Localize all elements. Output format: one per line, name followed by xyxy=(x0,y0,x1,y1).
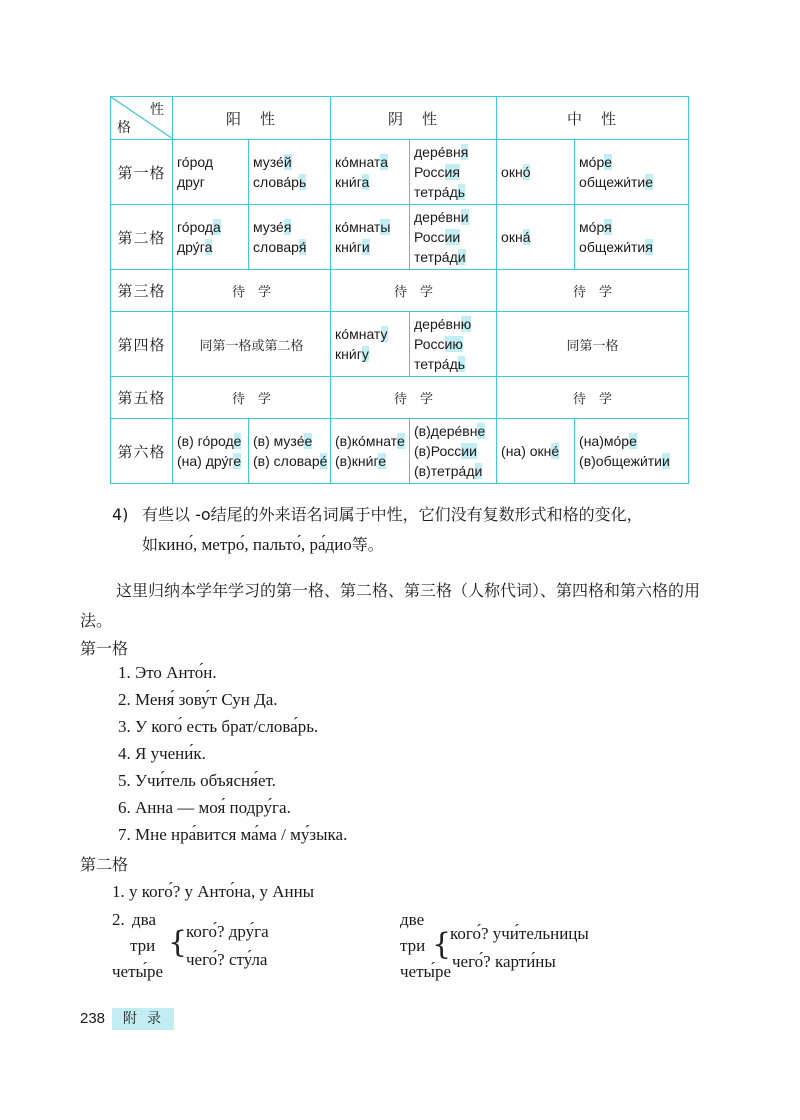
table-row-prepositional xyxy=(111,419,689,484)
word: (на)мо́ре xyxy=(579,433,637,449)
word: (в)кни́ге xyxy=(335,453,387,469)
word: Россия xyxy=(414,164,460,180)
note-4 xyxy=(112,500,702,560)
list-item: 2. Меня́ зову́т Сун Да. xyxy=(118,690,278,709)
cell-fem-2 xyxy=(410,419,497,484)
header-masculine: 阳 性 xyxy=(173,97,331,140)
cell-masc-2 xyxy=(249,140,331,205)
corner-label-gender: 性 xyxy=(150,101,164,117)
cell-fem-1 xyxy=(331,140,410,205)
list-item: 4. Я учени́к. xyxy=(118,744,206,763)
corner-label-case: 格 xyxy=(117,119,131,135)
case-label: 第三格 xyxy=(111,270,173,312)
word: общежи́тие xyxy=(579,174,654,190)
cell-masc-1 xyxy=(173,419,249,484)
word: (в) музе́е xyxy=(253,433,313,449)
cell-masc-2 xyxy=(249,419,331,484)
word: ко́мнаты xyxy=(335,219,391,235)
table-row-accusative xyxy=(111,312,689,377)
cell-masc-accusative: 同第一格或第二格 xyxy=(173,312,331,377)
numeral-word: четы́ре xyxy=(400,962,451,981)
numeral-word: четы́ре xyxy=(112,962,163,981)
word: ко́мнату xyxy=(335,326,388,342)
word: музе́я xyxy=(253,219,292,235)
numeral-word: три xyxy=(130,936,156,955)
word: го́рода xyxy=(177,219,221,235)
cell-masc-2 xyxy=(249,205,331,270)
question-word: кого́? учи́тельницы xyxy=(450,924,589,943)
word: дере́вни xyxy=(414,209,469,225)
word: (на) дру́ге xyxy=(177,453,242,469)
word: тетра́ди xyxy=(414,249,466,265)
word: (в)тетра́ди xyxy=(414,463,483,479)
cell-fem-dative: 待 学 xyxy=(331,270,497,312)
word: (на) окне́ xyxy=(501,443,560,459)
numeral-word: два xyxy=(132,910,156,929)
cell-neut-2 xyxy=(575,205,689,270)
word: (в)ко́мнате xyxy=(335,433,405,449)
list-item: 6. Анна — моя́ подру́га. xyxy=(118,798,291,817)
table-header-row xyxy=(111,97,689,140)
word: словаря́ xyxy=(253,239,307,255)
list-item: 3. У кого́ есть брат/слова́рь. xyxy=(118,717,319,736)
numeral-word: три xyxy=(400,936,426,955)
header-neuter: 中 性 xyxy=(497,97,689,140)
cell-fem-instrumental: 待 学 xyxy=(331,377,497,419)
word: мо́ре xyxy=(579,154,613,170)
list-item: 7. Мне нра́вится ма́ма / му́зыка. xyxy=(118,825,348,844)
question-word: кого́? дру́га xyxy=(186,922,269,941)
word: тетра́дь xyxy=(414,356,466,372)
declension-table xyxy=(110,96,689,484)
cell-masc-1 xyxy=(173,205,249,270)
header-feminine: 阴 性 xyxy=(331,97,497,140)
word: кни́га xyxy=(335,174,370,190)
case-label: 第六格 xyxy=(111,419,173,484)
genitive-item-2-num: 2. xyxy=(112,910,125,929)
word: (в) словаре́ xyxy=(253,453,328,469)
word: друг xyxy=(177,174,205,190)
word: (в)общежи́тии xyxy=(579,453,670,469)
table-row-genitive xyxy=(111,205,689,270)
cell-fem-2 xyxy=(410,312,497,377)
section-tag: 附录 xyxy=(112,1008,174,1030)
table-row-instrumental xyxy=(111,377,689,419)
word: музе́й xyxy=(253,154,292,170)
table-row-nominative xyxy=(111,140,689,205)
brace-icon: { xyxy=(168,925,188,960)
word: слова́рь xyxy=(253,174,307,190)
brace-icon: { xyxy=(432,927,452,962)
cell-neut-2 xyxy=(575,140,689,205)
word: (в) го́роде xyxy=(177,433,242,449)
case-label: 第一格 xyxy=(111,140,173,205)
page-number: 238 xyxy=(80,1010,106,1027)
cell-fem-1 xyxy=(331,205,410,270)
word: кни́гу xyxy=(335,346,369,362)
table-row-dative xyxy=(111,270,689,312)
question-word: чего́? сту́ла xyxy=(186,950,268,969)
word: ко́мната xyxy=(335,154,388,170)
cell-neut-instrumental: 待 学 xyxy=(497,377,689,419)
summary-paragraph: 这里归纳本学年学习的第一格、第二格、第三格（人称代词）、第四格和第六格的用法。 xyxy=(80,581,701,630)
word: Россию xyxy=(414,336,463,352)
nominative-examples xyxy=(118,659,347,848)
cell-neut-accusative: 同第一格 xyxy=(497,312,689,377)
cell-fem-2 xyxy=(410,205,497,270)
word: общежи́тия xyxy=(579,239,653,255)
cell-masc-1 xyxy=(173,140,249,205)
cell-neut-1 xyxy=(497,140,575,205)
word: мо́ря xyxy=(579,219,612,235)
word: дру́га xyxy=(177,239,213,255)
cell-neut-1 xyxy=(497,419,575,484)
table-corner-cell xyxy=(111,97,173,140)
word: окна́ xyxy=(501,229,531,245)
word: окно́ xyxy=(501,164,531,180)
cell-neut-1 xyxy=(497,205,575,270)
section-title-nominative: 第一格 xyxy=(80,639,129,658)
case-label: 第五格 xyxy=(111,377,173,419)
genitive-item-1: 1. у кого́? у Анто́на, у Анны xyxy=(112,882,315,901)
question-word: чего́? карти́ны xyxy=(452,952,556,971)
word: кни́ги xyxy=(335,239,370,255)
cell-masc-dative: 待 学 xyxy=(173,270,331,312)
cell-fem-1 xyxy=(331,312,410,377)
case-label: 第二格 xyxy=(111,205,173,270)
word: (в)дере́вне xyxy=(414,423,486,439)
word: дере́вня xyxy=(414,144,469,160)
note-line-1: 4) 有些以 -o结尾的外来语名词属于中性，它们没有复数形式和格的变化， xyxy=(112,505,643,524)
numeral-word: две xyxy=(400,910,425,929)
word: тетра́дь xyxy=(414,184,466,200)
cell-neut-dative: 待 学 xyxy=(497,270,689,312)
cell-neut-2 xyxy=(575,419,689,484)
cell-fem-1 xyxy=(331,419,410,484)
cell-masc-instrumental: 待 学 xyxy=(173,377,331,419)
section-title-genitive: 第二格 xyxy=(80,855,129,874)
word: (в)России xyxy=(414,443,477,459)
list-item: 1. Это Анто́н. xyxy=(118,663,217,682)
cell-fem-2 xyxy=(410,140,497,205)
word: го́род xyxy=(177,154,214,170)
list-item: 5. Учи́тель объясня́ет. xyxy=(118,771,276,790)
word: России xyxy=(414,229,461,245)
word: дере́вню xyxy=(414,316,472,332)
note-line-2: 如кино́, метро́, пальто́, ра́дио等。 xyxy=(142,535,384,554)
case-label: 第四格 xyxy=(111,312,173,377)
